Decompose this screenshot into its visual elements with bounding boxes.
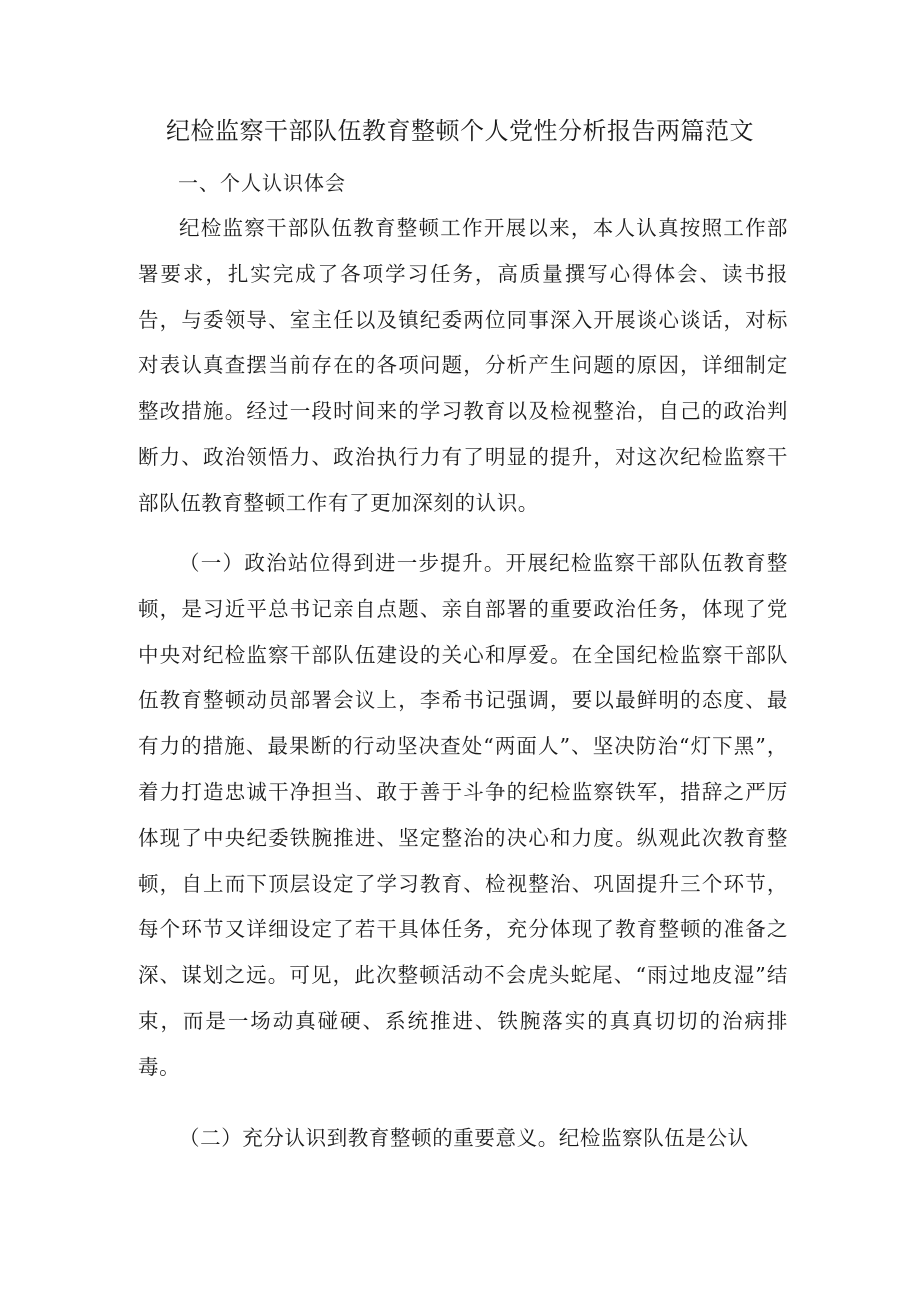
paragraph-1: 纪检监察干部队伍教育整顿工作开展以来，本人认真按照工作部署要求，扎实完成了各项学习任务，高质量撰写心得体会、读书报告，与委领导、室主任以及镇纪委两位同事深入开展谈心谈话，对标对表认真查摆当前存在的各项问题，分析产生问题的原因，详细制定整改措施。经过一段时间来的学习教育以及检视整治，自己的政治判断力、政治领悟力、政治执行力有了明显的提升，对这次纪检监察干部队伍教育整顿工作有了更加深刻的认识。	[138, 216, 788, 515]
section-heading: 一、个人认识体会	[178, 171, 346, 195]
paragraph-2: （一）政治站位得到进一步提升。开展纪检监察干部队伍教育整顿，是习近平总书记亲自点题、亲自部署的重要政治任务，体现了党中央对纪检监察干部队伍建设的关心和厚爱。在全国纪检监察干部队伍教育整顿动员部署会议上，李希书记强调，要以最鲜明的态度、最有力的措施、最果断的行动坚决查处“两面人”、坚决防治“灯下黑”，着力打造忠诚干净担当、敢于善于斗争的纪检监察铁军，措辞之严厉体现了中央纪委铁腕推进、坚定整治的决心和力度。纵观此次教育整顿，自上而下顶层设定了学习教育、检视整治、巩固提升三个环节，每个环节又详细设定了若干具体任务，充分体现了教育整顿的准备之深、谋划之远。可见，此次整顿活动不会虎头蛇尾、“雨过地皮湿”结束，而是一场动真碰硬、系统推进、铁腕落实的真真切切的治病排毒。	[138, 551, 788, 1079]
document-title: 纪检监察干部队伍教育整顿个人党性分析报告两篇范文	[166, 117, 754, 145]
paragraph-3: （二）充分认识到教育整顿的重要意义。纪检监察队伍是公认	[179, 1126, 749, 1150]
